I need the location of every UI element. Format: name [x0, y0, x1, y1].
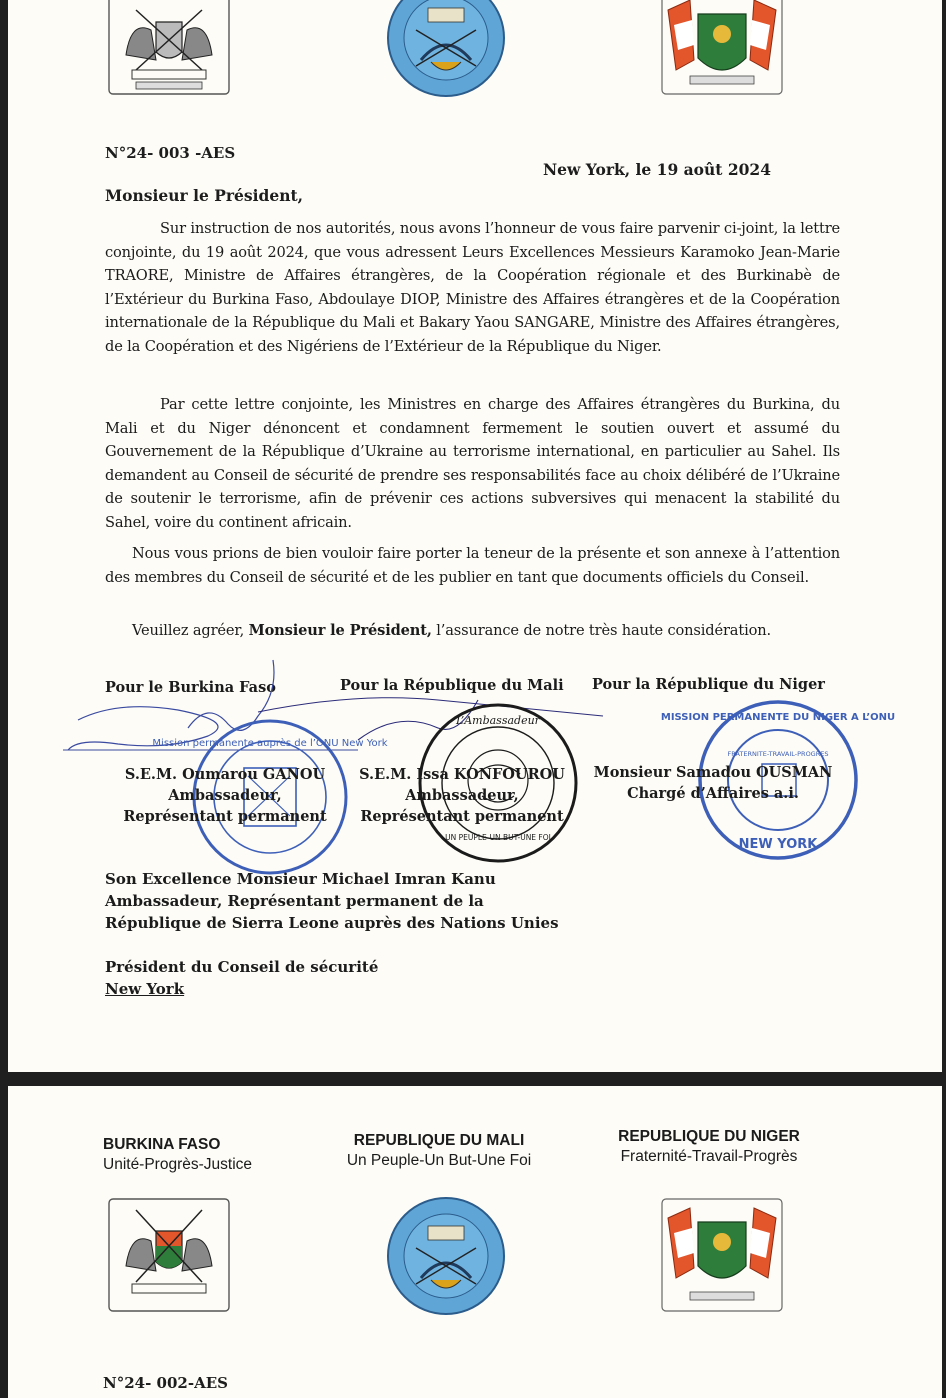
header-niger — [604, 1128, 814, 1166]
header-niger-title: REPUBLIQUE DU NIGER — [618, 1128, 800, 1145]
signatory-burkina-title1: Ambassadeur, — [168, 787, 282, 804]
page2-reference-number: N°24- 002-AES — [103, 1374, 228, 1392]
reference-number: N°24- 003 -AES — [105, 144, 236, 162]
closing-text-pre: Veuillez agréer, — [132, 622, 249, 639]
signatory-burkina-for: Pour le Burkina Faso — [105, 679, 276, 696]
niger-coat-of-arms-icon — [654, 1196, 790, 1314]
niger-stamp-inner-text: FRATERNITE-TRAVAIL-PROGRES — [727, 750, 829, 758]
header-niger-motto: Fraternité-Travail-Progrès — [620, 1148, 798, 1165]
burkina-coat-of-arms-icon — [106, 1196, 232, 1314]
paragraph-1: Sur instruction de nos autorités, nous avons l’honneur de vous faire parvenir ci-joint, la lettre conjointe, du 19 août 2024, que vous adressent Leurs Excellences Messieurs Karamoko Jean-Marie TRAORE, Ministre de Affaires étrangères, de la Coopération régionale et des Burkinabè de l’Extérieur du Burkina Faso, Abdoulaye DIOP, Ministre des Affaires étrangères et de la Coopération internationale de la République du Mali et Bakary Yaou SANGARE, Ministre des Affaires étrangères, de la Coopération et des Nigériens de l’Extérieur de la République du Niger. — [105, 220, 841, 355]
addressee-line-1: Son Excellence Monsieur Michael Imran Kanu — [105, 870, 496, 888]
mali-stamp-text: L’Ambassadeur — [456, 714, 540, 727]
salutation: Monsieur le Président, — [105, 186, 304, 205]
niger-stamp-text: MISSION PERMANENTE DU NIGER A L’ONU — [660, 712, 896, 723]
signatory-niger-name: Monsieur Samadou OUSMAN — [593, 764, 833, 781]
niger-coat-of-arms-icon — [654, 0, 790, 98]
signatory-burkina-block — [105, 764, 345, 827]
header-mali-title: REPUBLIQUE DU MALI — [353, 1132, 525, 1149]
header-mali — [334, 1132, 544, 1170]
signatory-burkina-title2: Représentant permanent — [123, 808, 327, 825]
header-burkina-motto: Unité-Progrès-Justice — [103, 1156, 253, 1173]
signatory-mali-title2: Représentant permanent — [360, 808, 564, 825]
letter-page-2 — [8, 1086, 942, 1398]
signatory-niger-for: Pour la République du Niger — [592, 676, 825, 693]
president-block — [105, 956, 378, 1000]
addressee-line-2: Ambassadeur, Représentant permanent de la — [105, 892, 484, 910]
addressee-line-3: République de Sierra Leone auprès des Nations Unies — [105, 914, 559, 932]
president-line-2: New York — [105, 980, 185, 998]
mali-seal-icon — [386, 1196, 508, 1318]
burkina-coat-of-arms-icon — [106, 0, 232, 98]
signatory-mali-for: Pour la République du Mali — [340, 677, 564, 694]
header-burkina — [103, 1136, 252, 1174]
burkina-stamp-text: Mission permanente auprès de l’ONU New York — [152, 738, 388, 749]
closing-text-post: l’assurance de notre très haute considération. — [431, 622, 771, 639]
signatory-niger-block — [590, 762, 836, 804]
mali-seal-icon — [386, 0, 508, 98]
paragraph-2: Par cette lettre conjointe, les Ministres en charge des Affaires étrangères du Burkina, du Mali et du Niger dénoncent et condamnent fermement le soutien ouvert et assumé du Gouvernement de la République d’Ukraine au terrorisme international, en particulier au Sahel. Ils demandent au Conseil de sécurité de prendre ses responsabilités face au choix délibéré de l’Ukraine de soutenir le terrorisme, afin de prévenir ces actions subversives qui menacent la stabilité du Sahel, voire du continent africain. — [105, 396, 840, 531]
letter-page-1 — [8, 0, 942, 1072]
mali-stamp-bottom-text: UN PEUPLE-UN BUT-UNE FOI — [445, 833, 551, 842]
paragraph-3: Nous vous prions de bien vouloir faire porter la teneur de la présente et son annexe à l’attention des membres du Conseil de sécurité et de les publier en tant que documents officiels du Conseil. — [105, 545, 840, 586]
signatory-mali-block — [352, 764, 572, 827]
signatory-mali-title1: Ambassadeur, — [405, 787, 519, 804]
header-mali-motto: Un Peuple-Un But-Une Foi — [346, 1152, 532, 1169]
niger-stamp-bottom-text: NEW YORK — [738, 837, 818, 852]
signatory-burkina-name: S.E.M. Oumarou GANOU — [124, 766, 326, 783]
signatory-niger-title1: Chargé d’Affaires a.i. — [627, 785, 799, 802]
addressee-block — [105, 868, 559, 934]
closing-text-bold: Monsieur le Président, — [248, 622, 432, 639]
signatory-mali-name: S.E.M. Issa KONFOUROU — [359, 766, 565, 783]
president-line-1: Président du Conseil de sécurité — [105, 958, 379, 976]
letter-date: New York, le 19 août 2024 — [543, 160, 771, 179]
header-burkina-title: BURKINA FASO — [103, 1136, 221, 1153]
